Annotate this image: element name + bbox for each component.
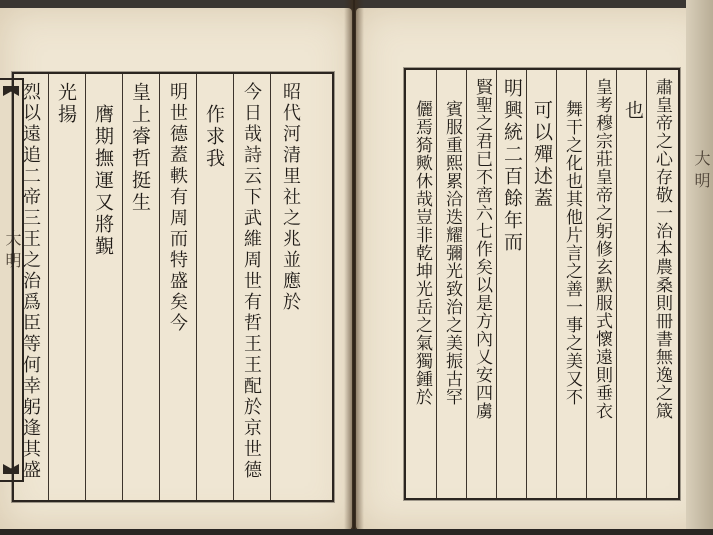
column-rule: [526, 70, 527, 498]
column-rule: [586, 70, 587, 498]
text-column: 昭代河清里社之兆並應於: [280, 82, 301, 313]
text-column: 膺期撫運又將覲: [92, 104, 114, 258]
text-column: 賢聖之君已不啻六七作矣以是方內乂安四虜: [472, 78, 492, 420]
column-rule: [646, 70, 647, 498]
text-column: 作求我: [203, 104, 225, 170]
left-edge-text: 大明: [3, 230, 22, 274]
column-rule: [122, 74, 123, 500]
text-column: 今日哉詩云下武維周世有哲王王配於京世德: [241, 82, 262, 481]
right-edge-text: 大明: [692, 150, 711, 194]
text-column: 舞干之化也其他片言之善一事之美又不: [562, 100, 582, 406]
column-rule: [85, 74, 86, 500]
right-text-frame: [404, 68, 680, 500]
column-rule: [466, 70, 467, 498]
column-rule: [196, 74, 197, 500]
text-column: 肅皇帝之心存敬一治本農桑則冊書無逸之箴: [652, 78, 672, 420]
left-page: [0, 8, 352, 530]
column-rule: [436, 70, 437, 498]
right-page: [356, 8, 713, 530]
column-rule: [48, 74, 49, 500]
text-column: 賓服重熙累洽迭耀彌光致治之美振古罕: [442, 100, 462, 406]
text-column: 明興統二百餘年而: [501, 78, 523, 254]
text-column: 皇考穆宗莊皇帝之躬修玄默服式懷遠則垂衣: [592, 78, 612, 420]
text-column: 皇上睿哲挺生: [129, 82, 151, 214]
column-rule: [233, 74, 234, 500]
right-fold-strip: [686, 0, 713, 535]
left-text-frame: [12, 72, 334, 502]
column-rule: [270, 74, 271, 500]
column-rule: [496, 70, 497, 498]
text-column: 烈以遠追二帝三王之治爲臣等何幸躬逢其盛: [20, 82, 41, 481]
text-column: 也: [622, 100, 644, 122]
bottom-shadow: [0, 529, 713, 535]
column-rule: [159, 74, 160, 500]
text-column: 儷焉猗歟休哉豈非乾坤光岳之氣獨鍾於: [412, 100, 432, 406]
book-gutter: [344, 0, 364, 535]
column-rule: [556, 70, 557, 498]
text-column: 明世德蓋軼有周而特盛矣今: [167, 82, 188, 334]
column-rule: [616, 70, 617, 498]
text-column: 光揚: [55, 82, 77, 126]
text-column: 可以殫述蓋: [531, 100, 553, 210]
